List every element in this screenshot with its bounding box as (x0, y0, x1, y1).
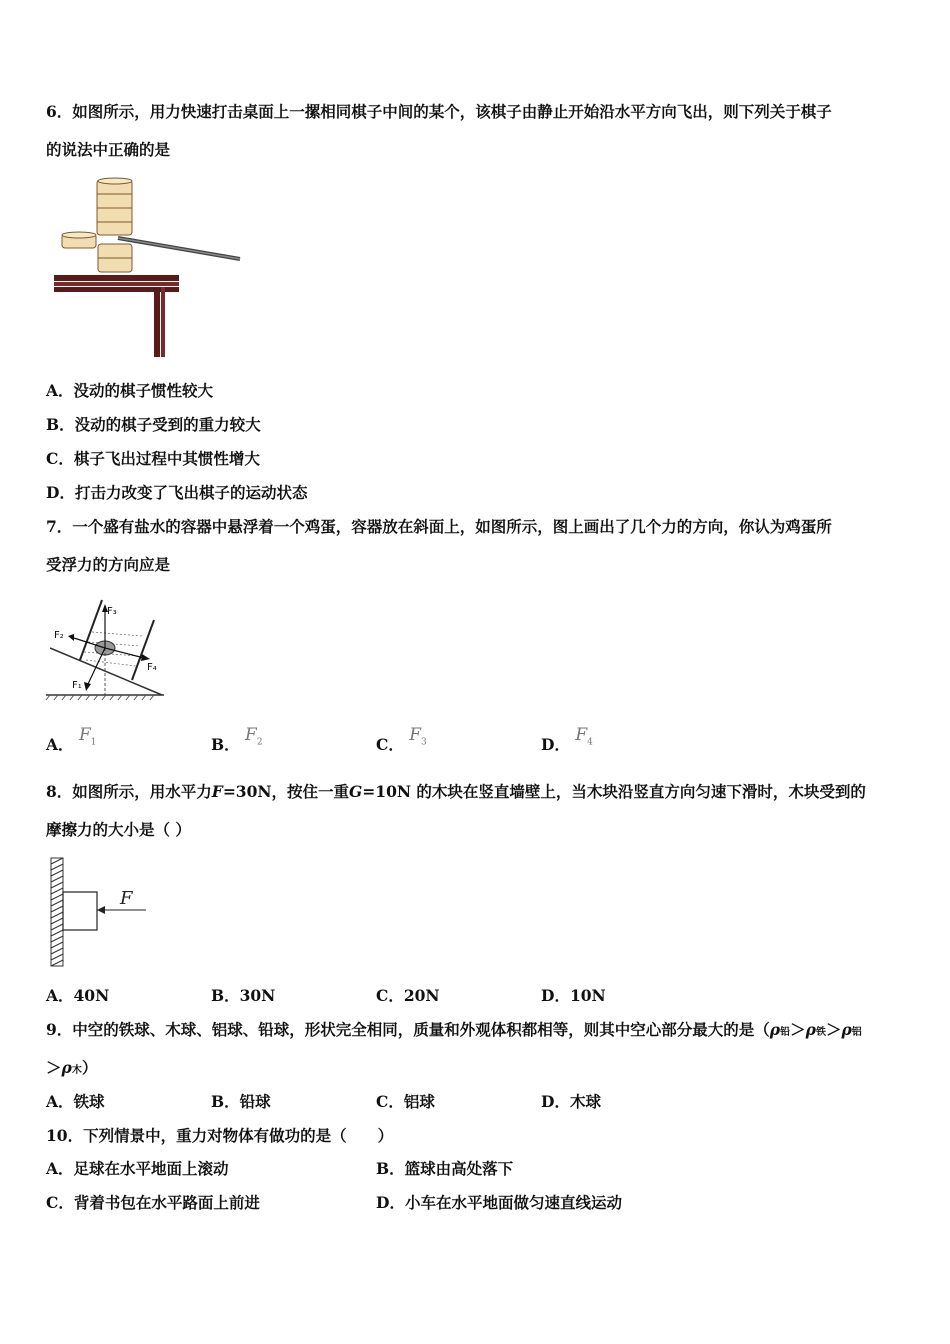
q6-option-c: C．棋子飞出过程中其惯性增大 (46, 449, 260, 468)
q9-sub-iron: 铁 (815, 1027, 826, 1038)
q8-option-a: A．40N (46, 986, 110, 1005)
q8-option-d: D．10N (541, 986, 606, 1005)
q6-stem-line1: 6．如图所示，用力快速打击桌面上一摞相同棋子中间的某个，该棋子由静止开始沿水平方向飞出，则下列关于棋子 (46, 102, 832, 121)
q8-label-f: F (120, 888, 133, 909)
q8-stem-g: G (349, 782, 363, 801)
q7-option-c-letter: C． (376, 735, 404, 754)
q7-stem-line1: 7．一个盛有盐水的容器中悬浮着一个鸡蛋，容器放在斜面上，如图所示，图上画出了几个力的方向，你认为鸡蛋所 (46, 517, 832, 536)
q8-option-c: C．20N (376, 986, 440, 1005)
q9-sub-lead: 铅 (780, 1027, 791, 1038)
q10-option-b: B．篮球由高处落下 (376, 1159, 514, 1178)
q8-stem-part1: 8．如图所示，用水平力 (46, 782, 212, 801)
q7-option-d-letter: D． (541, 735, 570, 754)
q9-rho-1: ρ (769, 1020, 781, 1039)
q7-label-f1: F₁ (72, 680, 82, 691)
q8-wall-block-figure (48, 855, 158, 970)
q7-option-d-sym: F (575, 725, 588, 745)
q9-option-a: A．铁球 (46, 1092, 105, 1111)
q7-option-c-sym: F (409, 725, 422, 745)
q9-stem-line2 (46, 1058, 97, 1081)
q6-option-b: B．没动的棋子受到的重力较大 (46, 415, 261, 434)
q7-option-a (46, 725, 97, 762)
q9-gt-1: ＞ (790, 1020, 806, 1039)
q7-option-c-sub: 3 (421, 737, 427, 748)
q9-option-b: B．铅球 (211, 1092, 271, 1111)
q7-option-c (376, 725, 427, 762)
q10-option-d: D．小车在水平地面做匀速直线运动 (376, 1193, 622, 1212)
q7-option-c-symbol (409, 725, 427, 748)
q9-rho-3: ρ (841, 1020, 852, 1039)
q8-stem-f: F (211, 782, 223, 801)
q7-option-a-sub: 1 (90, 737, 97, 748)
q9-gt-2: ＞ (825, 1020, 842, 1039)
q10-stem: 10．下列情景中，重力对物体有做功的是（ ） (46, 1126, 394, 1145)
q9-stem-main: 9．中空的铁球、木球、铝球、铅球，形状完全相同，质量和外观体积都相等，则其中空心部分最大的是（ (46, 1020, 770, 1039)
q7-option-b-sym: F (245, 725, 257, 745)
q8-stem-line1 (46, 782, 866, 802)
q7-option-a-letter: A． (46, 735, 74, 754)
q7-option-b-sub: 2 (256, 737, 263, 748)
q7-label-f4: F₄ (147, 662, 157, 673)
q6-chess-stack-figure (50, 172, 250, 362)
q9-sub-wood: 木 (71, 1065, 82, 1076)
q8-stem-line2: 摩擦力的大小是（ ） (46, 820, 191, 839)
q7-option-d-symbol (575, 725, 593, 748)
q9-rho-4: ρ (61, 1058, 72, 1077)
q7-stem-line2: 受浮力的方向应是 (46, 555, 171, 574)
q6-stem-line2: 的说法中正确的是 (46, 140, 171, 159)
q7-option-a-symbol (78, 725, 97, 748)
q7-option-b-letter: B． (211, 735, 240, 754)
q7-incline-container-figure (44, 596, 169, 706)
q10-option-a: A．足球在水平地面上滚动 (46, 1159, 229, 1178)
q8-option-b: B．30N (211, 986, 276, 1005)
q9-sub-al: 铝 (851, 1027, 862, 1038)
q6-option-a: A．没动的棋子惯性较大 (46, 381, 214, 400)
q7-option-b-symbol (245, 725, 263, 748)
q7-option-d (541, 725, 593, 762)
q9-gt-3: ＞ (46, 1058, 62, 1077)
q9-stem-line1 (46, 1020, 862, 1043)
q8-stem-part2: =30N，按住一重 (222, 782, 350, 801)
q6-option-d: D．打击力改变了飞出棋子的运动状态 (46, 483, 308, 502)
q10-option-c: C．背着书包在水平路面上前进 (46, 1193, 260, 1212)
q7-option-d-sub: 4 (587, 737, 593, 748)
q9-option-d: D．木球 (541, 1092, 601, 1111)
q9-close: ） (81, 1058, 98, 1077)
q9-rho-2: ρ (805, 1020, 816, 1039)
q9-option-c: C．铝球 (376, 1092, 435, 1111)
q7-label-f2: F₂ (54, 630, 64, 641)
q8-stem-part3: =10N 的木块在竖直墙壁上，当木块沿竖直方向匀速下滑时，木块受到的 (362, 782, 866, 801)
q7-option-a-sym: F (78, 725, 91, 745)
q7-label-f3: F₃ (107, 606, 117, 617)
q7-option-b (211, 725, 263, 762)
